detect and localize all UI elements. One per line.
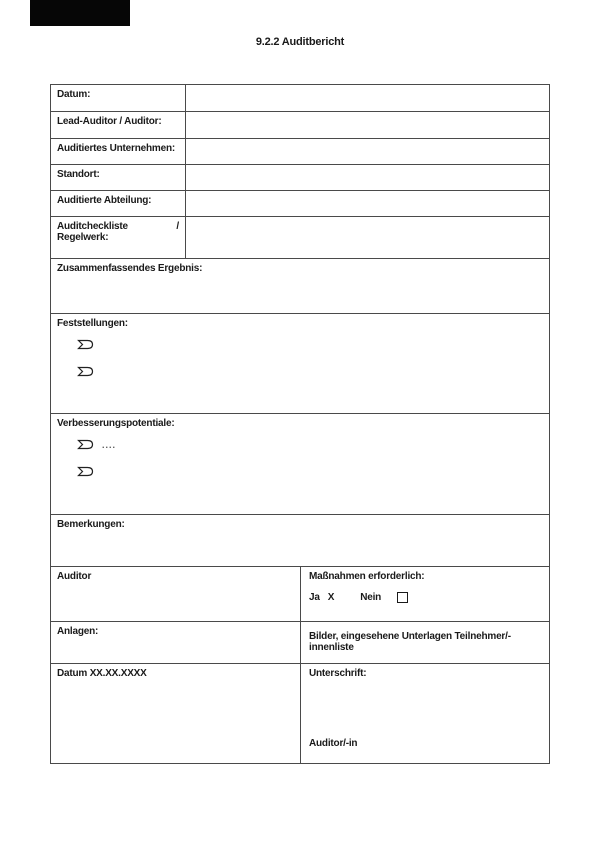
unterschrift-cell[interactable] bbox=[301, 664, 549, 763]
nein-checkbox[interactable] bbox=[397, 592, 408, 603]
regelwerk-label: Regelwerk: bbox=[57, 232, 109, 243]
ja-label: Ja bbox=[309, 592, 320, 603]
feststellungen-bullet-2 bbox=[77, 366, 543, 377]
audit-report-form bbox=[50, 84, 550, 764]
row-unternehmen bbox=[51, 138, 549, 164]
auditcheckliste-label-word: Auditcheckliste bbox=[57, 221, 128, 232]
arrow-bullet-icon bbox=[77, 439, 94, 450]
unternehmen-input[interactable] bbox=[186, 139, 549, 164]
ergebnis-label: Zusammenfassendes Ergebnis: bbox=[57, 263, 203, 274]
anlagen-cell[interactable] bbox=[51, 622, 301, 663]
massnahmen-cell bbox=[301, 567, 549, 621]
verbesserungspotentiale-section[interactable] bbox=[51, 414, 549, 514]
anlagen-label: Anlagen: bbox=[57, 626, 99, 637]
ja-mark[interactable]: X bbox=[327, 592, 335, 603]
verbesserung-bullet-2 bbox=[77, 466, 543, 477]
feststellungen-bullet-1 bbox=[77, 339, 543, 350]
verbesserungspotentiale-label: Verbesserungspotentiale: bbox=[57, 418, 175, 429]
row-bemerkungen bbox=[51, 514, 549, 566]
feststellungen-section[interactable] bbox=[51, 314, 549, 413]
auditor-cell[interactable] bbox=[51, 567, 301, 621]
massnahmen-label: Maßnahmen erforderlich: bbox=[309, 571, 425, 582]
row-standort bbox=[51, 164, 549, 190]
nein-label: Nein bbox=[360, 592, 382, 603]
row-datum bbox=[51, 85, 549, 111]
row-lead-auditor bbox=[51, 111, 549, 138]
lead-auditor-input[interactable] bbox=[186, 112, 549, 138]
row-auditcheckliste bbox=[51, 216, 549, 258]
anlagen-value: Bilder, eingesehene Unterlagen Teilnehmer/-innenliste bbox=[309, 631, 511, 653]
ja-nein-line bbox=[309, 592, 541, 603]
verbesserung-bullet-1 bbox=[77, 439, 543, 450]
verbesserung-bullet-1-text: .... bbox=[102, 439, 117, 450]
standort-label: Standort: bbox=[51, 165, 186, 190]
row-ergebnis bbox=[51, 258, 549, 313]
abteilung-label: Auditierte Abteilung: bbox=[51, 191, 186, 216]
bemerkungen-section[interactable] bbox=[51, 515, 549, 566]
row-verbesserungspotentiale bbox=[51, 413, 549, 514]
standort-input[interactable] bbox=[186, 165, 549, 190]
row-anlagen bbox=[51, 621, 549, 663]
auditcheckliste-label bbox=[51, 217, 186, 258]
abteilung-input[interactable] bbox=[186, 191, 549, 216]
row-feststellungen bbox=[51, 313, 549, 413]
row-datum-unterschrift bbox=[51, 663, 549, 763]
row-abteilung bbox=[51, 190, 549, 216]
logo-redaction-block bbox=[30, 0, 130, 26]
arrow-bullet-icon bbox=[77, 466, 94, 477]
auditcheckliste-input[interactable] bbox=[186, 217, 549, 258]
auditor-label: Auditor bbox=[57, 571, 92, 582]
arrow-bullet-icon bbox=[77, 339, 94, 350]
unternehmen-label: Auditiertes Unternehmen: bbox=[51, 139, 186, 164]
datum-placeholder-label: Datum XX.XX.XXXX bbox=[57, 668, 147, 679]
datum-label: Datum: bbox=[51, 85, 186, 111]
lead-auditor-label: Lead-Auditor / Auditor: bbox=[51, 112, 186, 138]
feststellungen-label: Feststellungen: bbox=[57, 318, 128, 329]
row-auditor-massnahmen bbox=[51, 566, 549, 621]
anlagen-value-cell bbox=[301, 622, 549, 663]
page-title: 9.2.2 Auditbericht bbox=[255, 36, 345, 48]
ergebnis-section[interactable] bbox=[51, 259, 549, 313]
datum-input[interactable] bbox=[186, 85, 549, 111]
unterschrift-label: Unterschrift: bbox=[309, 668, 367, 679]
signer-label: Auditor/-in bbox=[309, 738, 358, 749]
datum-footer-cell bbox=[51, 664, 301, 763]
bemerkungen-label: Bemerkungen: bbox=[57, 519, 125, 530]
arrow-bullet-icon bbox=[77, 366, 94, 377]
auditcheckliste-label-slash: / bbox=[176, 221, 179, 232]
